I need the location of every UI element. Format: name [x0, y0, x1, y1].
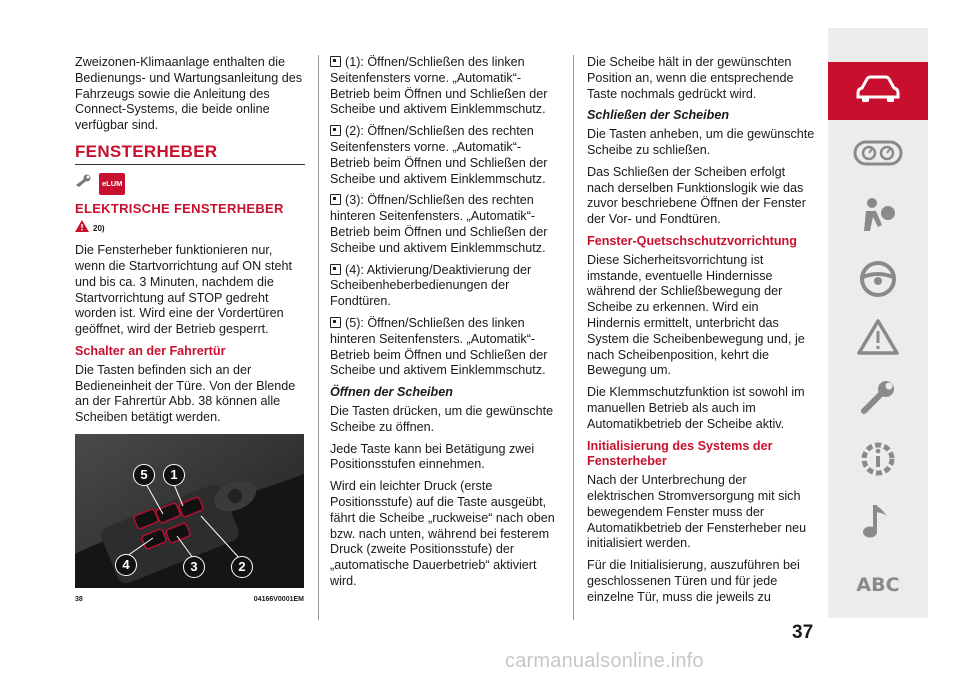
figure-caption — [75, 592, 304, 608]
subsection-heading: ELEKTRISCHE FENSTERHEBER — [75, 200, 284, 216]
door-switch-photo — [75, 434, 304, 588]
column-1 — [75, 55, 305, 608]
warning-triangle-icon — [856, 318, 900, 361]
chapter-tab-technical-data[interactable] — [828, 432, 928, 490]
bullet-icon — [330, 56, 341, 67]
car-icon — [856, 74, 900, 109]
chapter-sidebar — [828, 28, 928, 618]
paragraph: Jede Taste kann bei Betätigung zwei Positionsstufen einnehmen. — [330, 441, 535, 472]
warning-triangle-icon — [75, 220, 89, 237]
pinch-protection-heading: Fenster-Quetschschutzvorrichtung — [587, 233, 797, 248]
paragraph: Die Fensterheber funktionieren nur, wenn die Startvorrichtung auf ON steht und bis ca. 3 Minuten, nachdem die Startvorrichtung auf STOP gedreht worden ist. Wird eine der Vordertüren geöffnet, wird der Betrieb gesperrt. — [75, 243, 293, 337]
chapter-tab-vehicle[interactable] — [828, 62, 928, 120]
chapter-tab-driving[interactable] — [828, 252, 928, 310]
chapter-tab-safety[interactable] — [828, 188, 928, 246]
wrench-icon — [75, 174, 93, 193]
paragraph: Die Tasten befinden sich an der Bedieneinheit der Türe. Von der Blende an der Fahrertür Abb. 38 können alle Scheiben betätigt werden. — [75, 362, 296, 425]
button-description-4: (4): Aktivierung/Deaktivierung der Scheibenheberbedienungen der Fondtüren. — [330, 262, 532, 309]
figure-code: 04166V0001EM — [253, 595, 304, 603]
button-description-1: (1): Öffnen/Schließen des linken Seitenfensters vorne. „Automatik“-Betrieb beim Öffnen und Schließen der Scheibe und aktivem Einklemmschutz. — [330, 55, 548, 117]
chapter-tab-multimedia[interactable] — [828, 494, 928, 552]
chapter-tab-maintenance[interactable] — [828, 370, 928, 428]
paragraph: Die Tasten drücken, um die gewünschte Scheibe zu öffnen. — [330, 403, 554, 434]
callout-5: 5 — [133, 464, 155, 486]
callout-3: 3 — [183, 556, 205, 578]
bullet-icon — [330, 317, 341, 328]
info-gear-icon — [858, 439, 898, 484]
heading-rule — [75, 164, 305, 165]
paragraph: Die Klemmschutzfunktion ist sowohl im manuellen Betrieb als auch im Automatikbetrieb der Scheibe aktiv. — [587, 385, 805, 431]
column-3 — [587, 55, 815, 612]
driver-door-heading: Schalter an der Fahrertür — [75, 343, 226, 358]
chapter-tab-instruments[interactable] — [828, 126, 928, 184]
paragraph: Diese Sicherheitsvorrichtung ist imstande, eventuelle Hindernisse während der Schließbewegung der Scheibe zu erkennen. Wird ein Hindernis ermittelt, unterbricht das System die Scheibenbewegung und, je nach Scheibenposition, kehrt die Bewegung um. — [587, 252, 805, 378]
paragraph: Für die Initialisierung, auszuführen bei geschlossenen Türen und für jede einzelne Tür, muss die jeweils zu — [587, 558, 800, 604]
paragraph: Das Schließen der Scheiben erfolgt nach derselben Funktionslogik wie das zuvor beschriebene Öffnen der Fenster der Vor- und Fondtüren. — [587, 164, 806, 227]
bullet-icon — [330, 194, 341, 205]
abc-index-icon: ABC — [856, 574, 900, 596]
paragraph: Die Tasten anheben, um die gewünschte Scheibe zu schließen. — [587, 127, 815, 157]
figure-number: 38 — [75, 595, 83, 603]
paragraph: Die Scheibe hält in der gewünschten Position an, wenn die entsprechende Taste nochmals gedrückt wird. — [587, 55, 794, 101]
initialization-heading: Initialisierung des Systems der Fensterheber — [587, 438, 773, 469]
column-2 — [330, 55, 560, 596]
chapter-tab-index[interactable] — [828, 556, 928, 614]
paragraph: Wird ein leichter Druck (erste Positionsstufe) auf die Taste ausgeübt, fährt die Scheibe „ruckweise“ nach oben bzw. nach unten, während bei festerem Druck (zweite Positionsstufe) der „automatische Dauerbetrieb“ aktiviert wird. — [330, 479, 555, 588]
chapter-tab-warnings[interactable] — [828, 310, 928, 368]
wrench-icon — [858, 377, 898, 422]
warning-number: 20) — [93, 223, 105, 233]
close-windows-heading: Schließen der Scheiben — [587, 108, 730, 123]
callout-4: 4 — [115, 554, 137, 576]
feature-icons — [75, 173, 305, 195]
column-divider — [318, 55, 319, 620]
music-note-icon — [861, 501, 895, 546]
intro-paragraph: Zweizonen-Klimaanlage enthalten die Bedienungs- und Wartungsanleitung des Fahrzeugs sowie die Anleitung des Connect-Systems, die beide online verfügbar sind. — [75, 55, 303, 133]
elum-badge: eLUM — [99, 173, 125, 195]
open-windows-heading: Öffnen der Scheiben — [330, 385, 453, 400]
column-divider — [573, 55, 574, 620]
steering-wheel-icon — [858, 259, 898, 304]
section-heading: FENSTERHEBER — [75, 141, 218, 161]
bullet-icon — [330, 125, 341, 136]
paragraph: Nach der Unterbrechung der elektrischen Stromversorgung mit sich bewegendem Fenster muss der Automatikbetrieb der Fensterheber neu initialisiert werden. — [587, 473, 807, 551]
airbag-icon — [858, 195, 898, 240]
button-description-3: (3): Öffnen/Schließen des rechten hinteren Seitenfensters. „Automatik“-Betrieb beim Öffnen und Schließen der Scheibe und aktivem Einklemmschutz. — [330, 193, 548, 255]
bullet-icon — [330, 264, 341, 275]
gauge-icon — [853, 140, 903, 171]
warning-reference — [75, 220, 305, 237]
button-description-2: (2): Öffnen/Schließen des rechten Seitenfensters vorne. „Automatik“-Betrieb beim Öffnen und Schließen der Scheibe und aktivem Einklemmschutz. — [330, 124, 548, 186]
button-description-5: (5): Öffnen/Schließen des linken hinteren Seitenfensters. „Automatik“-Betrieb beim Öffnen und Schließen der Scheibe und aktivem Einklemmschutz. — [330, 315, 548, 378]
watermark: carmanualsonline.info — [505, 650, 704, 672]
callout-2: 2 — [231, 556, 253, 578]
page-number: 37 — [792, 622, 814, 643]
callout-1: 1 — [163, 464, 185, 486]
